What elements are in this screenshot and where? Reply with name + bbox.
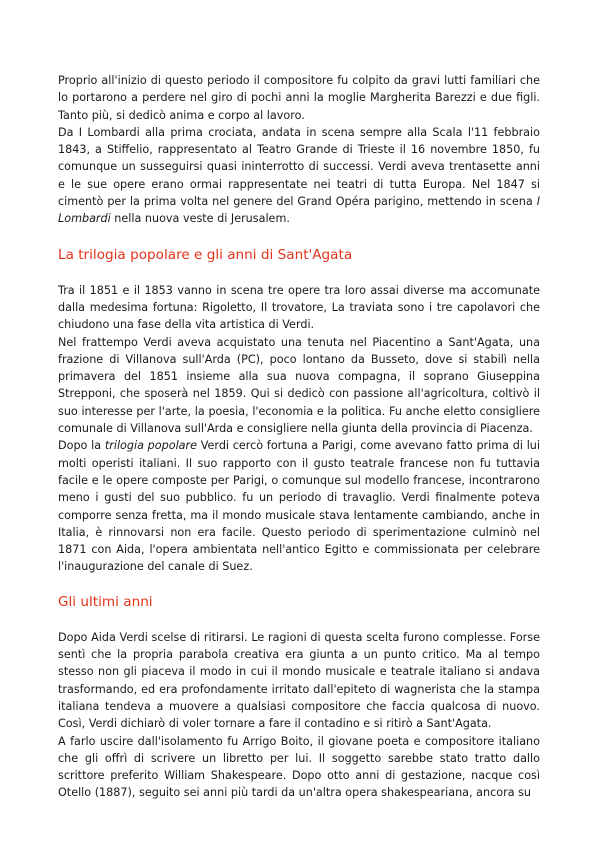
paragraph-text: Dopo la: [58, 439, 105, 453]
paragraph: [58, 437, 540, 575]
paragraph-text: Da I Lombardi alla prima crociata, andata in scena sempre alla Scala l'11 febbraio 1843, a Stiffelio, rappresentato al Teatro Grande di Trieste il 16 novembre 1850, fu comunque un susseguirsi quasi ininterrotto di successi. Verdi aveva trentasette anni e le sue opere erano ormai rappresentate nei teatri di tutta Europa. Nel 1847 si cimentò per la prima volta nel genere del Grand Opéra parigino, mettendo in scena: [58, 125, 540, 209]
section-heading: La trilogia popolare e gli anni di Sant'Agata: [58, 246, 353, 263]
italic-term: trilogia popolare: [104, 439, 198, 453]
paragraph: Proprio all'inizio di questo periodo il compositore fu colpito da gravi lutti familiari che lo portarono a perdere nel giro di pochi anni la moglie Margherita Barezzi e due figli. Tanto più, si dedicò anima e corpo al lavoro.: [58, 74, 540, 122]
paragraph: Nel frattempo Verdi aveva acquistato una tenuta nel Piacentino a Sant'Agata, una frazione di Villanova sull'Arda (PC), poco lontano da Busseto, dove si stabilì nella primavera del 1851 insieme alla sua nuova compagna, il soprano Giuseppina Strepponi, che sposerà nel 1859. Qui si dedicò con passione all'agricoltura, coltivò il suo interesse per l'arte, la poesia, l'economia e la politica. Fu anche eletto consigliere comunale di Villanova sull'Arda e consigliere nella giunta della provincia di Piacenza.: [58, 335, 540, 436]
paragraph-text: Verdi cercò fortuna a Parigi, come avevano fatto prima di lui molti operisti italiani. Il suo rapporto con il gusto teatrale francese non fu tuttavia facile e le opere composte per Parigi, o comunque sul modello francese, incontrarono meno i gusti del suo pubblico. fu un periodo di travaglio. Verdi finalmente poteva comporre senza fretta, ma il mondo musicale stava lentamente cambiando, anche in Italia, è rinnovarsi non era facile. Questo periodo di sperimentazione culminò nel 1871 con Aida, l'opera ambientata nell'antico Egitto e commissionata per celebrare l'inaugurazione del canale di Suez.: [58, 439, 540, 574]
paragraph: Tra il 1851 e il 1853 vanno in scena tre opere tra loro assai diverse ma accomunate dalla medesima fortuna: Rigoletto, Il trovatore, La traviata sono i tre capolavori che chiudono una fase della vita artistica di Verdi.: [58, 283, 540, 332]
section-heading: Gli ultimi anni: [58, 593, 153, 610]
italic-title: I Lombardi: [58, 195, 540, 226]
paragraph: [58, 124, 540, 228]
paragraph: Dopo Aida Verdi scelse di ritirarsi. Le ragioni di questa scelta furono complesse. Forse sentì che la propria parabola creativa era giunta a un punto critico. Ma al tempo stesso non gli piaceva il modo in cui il mondo musicale e teatrale italiano si andava trasformando, ed era profondamente irritato dall'epiteto di wagnerista che la stampa italiana tendeva a muovere a qualsiasi compositore che faccia qualcosa di nuovo. Così, Verdi dichiarò di voler tornare a fare il contadino e si ritirò a Sant'Agata.: [58, 630, 540, 731]
document-page: [58, 72, 540, 802]
paragraph-text: nella nuova veste di Jerusalem.: [110, 212, 290, 226]
paragraph: A farlo uscire dall'isolamento fu Arrigo Boito, il giovane poeta e compositore italiano che gli offrì di scrivere un libretto per lui. Il soggetto sarebbe stato tratto dallo scrittore preferito William Shakespeare. Dopo otto anni di gestazione, nacque così Otello (1887), seguito sei anni più tardi da un'altra opera shakespeariana, ancora su: [58, 734, 540, 800]
